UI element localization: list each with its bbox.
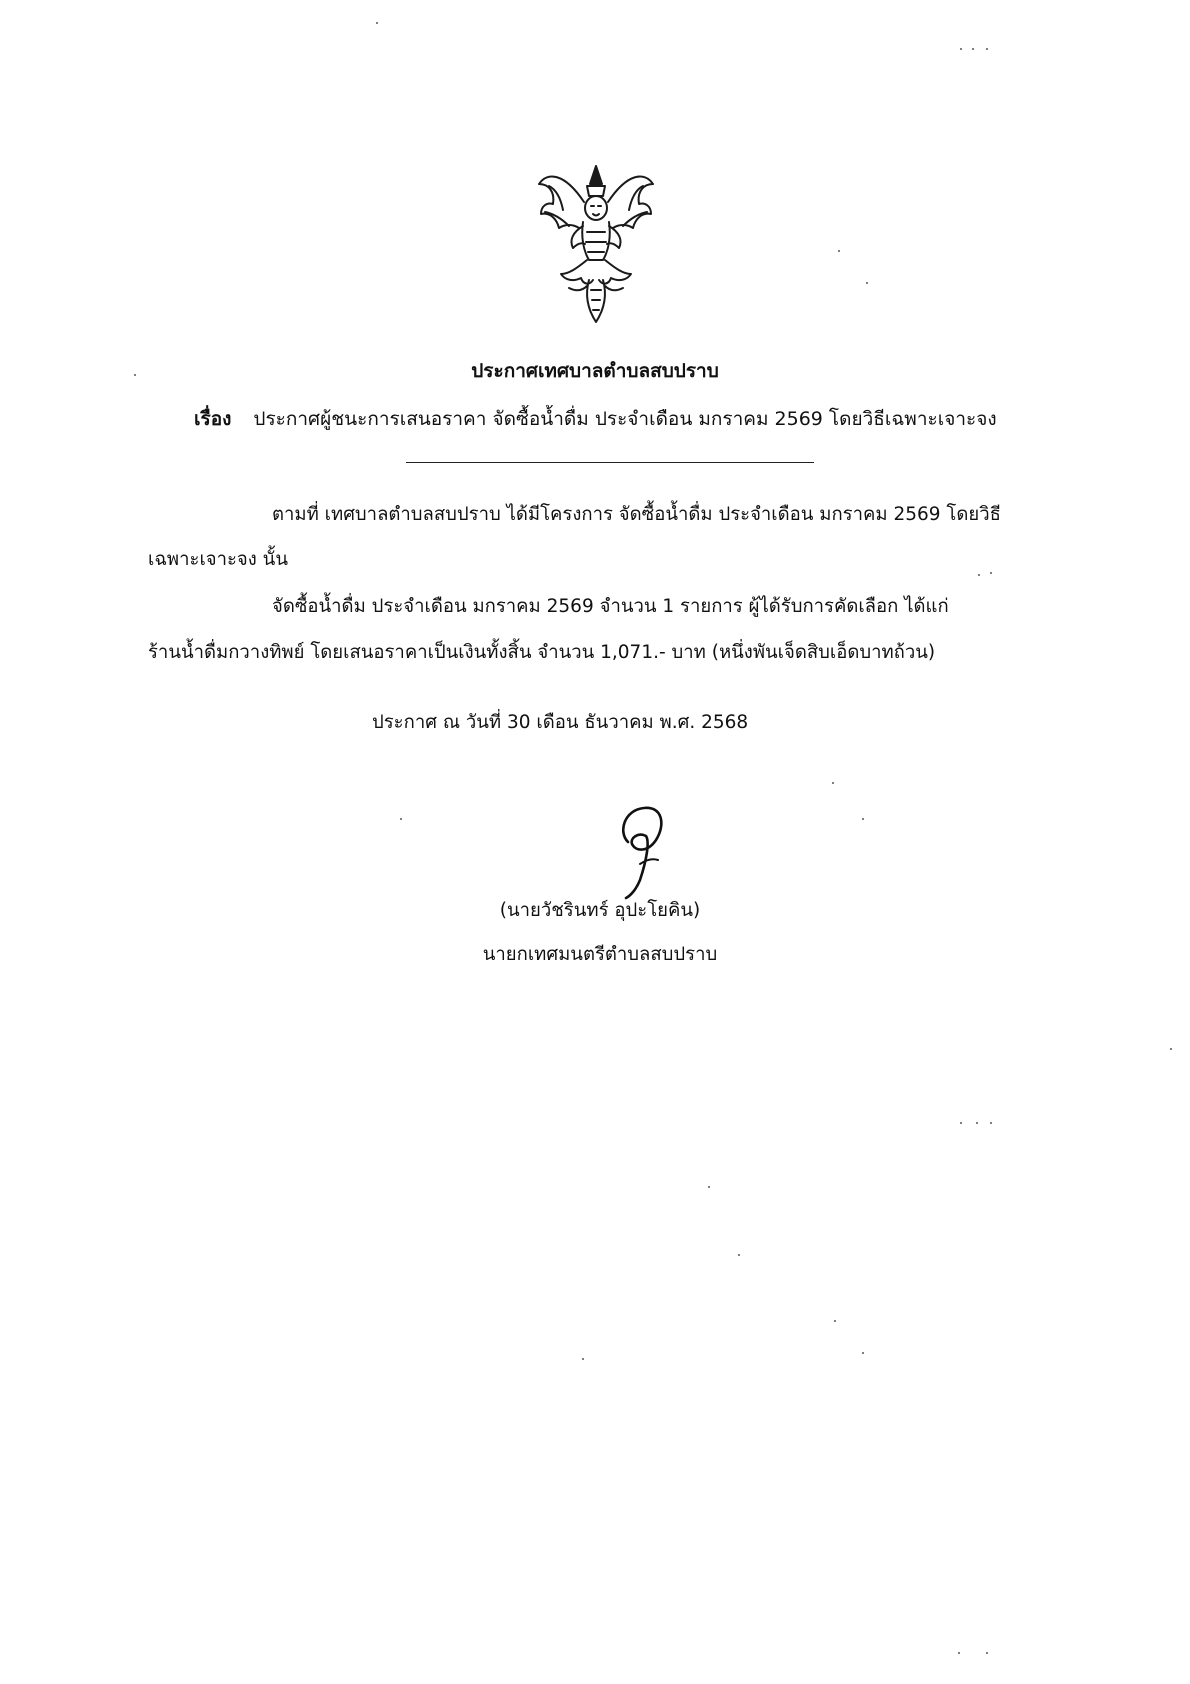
subject-label: เรื่อง	[194, 408, 232, 430]
paragraph-2-line-2: ร้านน้ำดื่มกวางทิพย์ โดยเสนอราคาเป็นเงินทั้งสิ้น จำนวน 1,071.- บาท (หนึ่งพันเจ็ดสิบเอ็ดบาทถ้วน)	[148, 642, 936, 663]
scan-speck	[834, 1320, 836, 1322]
announcement-date: ประกาศ ณ วันที่ 30 เดือน ธันวาคม พ.ศ. 2568	[372, 712, 749, 733]
scan-speck	[862, 1352, 864, 1354]
scan-speck	[376, 22, 378, 24]
signature	[610, 802, 680, 900]
scan-speck	[708, 1186, 710, 1188]
signer-position: นายกเทศมนตรีตำบลสบปราบ	[482, 944, 718, 965]
scan-speck	[976, 1122, 978, 1124]
scan-speck	[838, 250, 840, 252]
subject-text: ประกาศผู้ชนะการเสนอราคา จัดซื้อน้ำดื่ม ประจำเดือน มกราคม 2569 โดยวิธีเฉพาะเจาะจง	[253, 408, 997, 430]
scan-speck	[738, 1254, 740, 1256]
paragraph-1-line-1: ตามที่ เทศบาลตำบลสบปราบ ได้มีโครงการ จัดซื้อน้ำดื่ม ประจำเดือน มกราคม 2569 โดยวิธี	[272, 504, 1001, 525]
scan-speck	[1170, 1048, 1172, 1050]
paragraph-1-line-2: เฉพาะเจาะจง นั้น	[148, 549, 288, 570]
garuda-emblem	[529, 162, 663, 330]
scan-speck	[986, 1652, 988, 1654]
scan-speck	[978, 574, 980, 576]
scan-speck	[990, 1122, 992, 1124]
scan-speck	[400, 818, 402, 820]
paragraph-2-line-1: จัดซื้อน้ำดื่ม ประจำเดือน มกราคม 2569 จำนวน 1 รายการ ผู้ได้รับการคัดเลือก ได้แก่	[272, 596, 949, 617]
signer-name: (นายวัชรินทร์ อุปะโยคิน)	[499, 900, 701, 921]
scan-speck	[972, 48, 974, 50]
scan-speck	[986, 48, 988, 50]
divider	[406, 462, 814, 463]
scan-speck	[990, 572, 992, 574]
scan-speck	[960, 1122, 962, 1124]
scan-speck	[134, 374, 136, 376]
scan-speck	[960, 48, 962, 50]
document-title: ประกาศเทศบาลตำบลสบปราบ	[471, 360, 719, 382]
scan-speck	[582, 1358, 584, 1360]
scan-speck	[866, 282, 868, 284]
subject-line	[194, 404, 997, 434]
scan-speck	[958, 1652, 960, 1654]
scan-speck	[832, 782, 834, 784]
scan-speck	[862, 818, 864, 820]
